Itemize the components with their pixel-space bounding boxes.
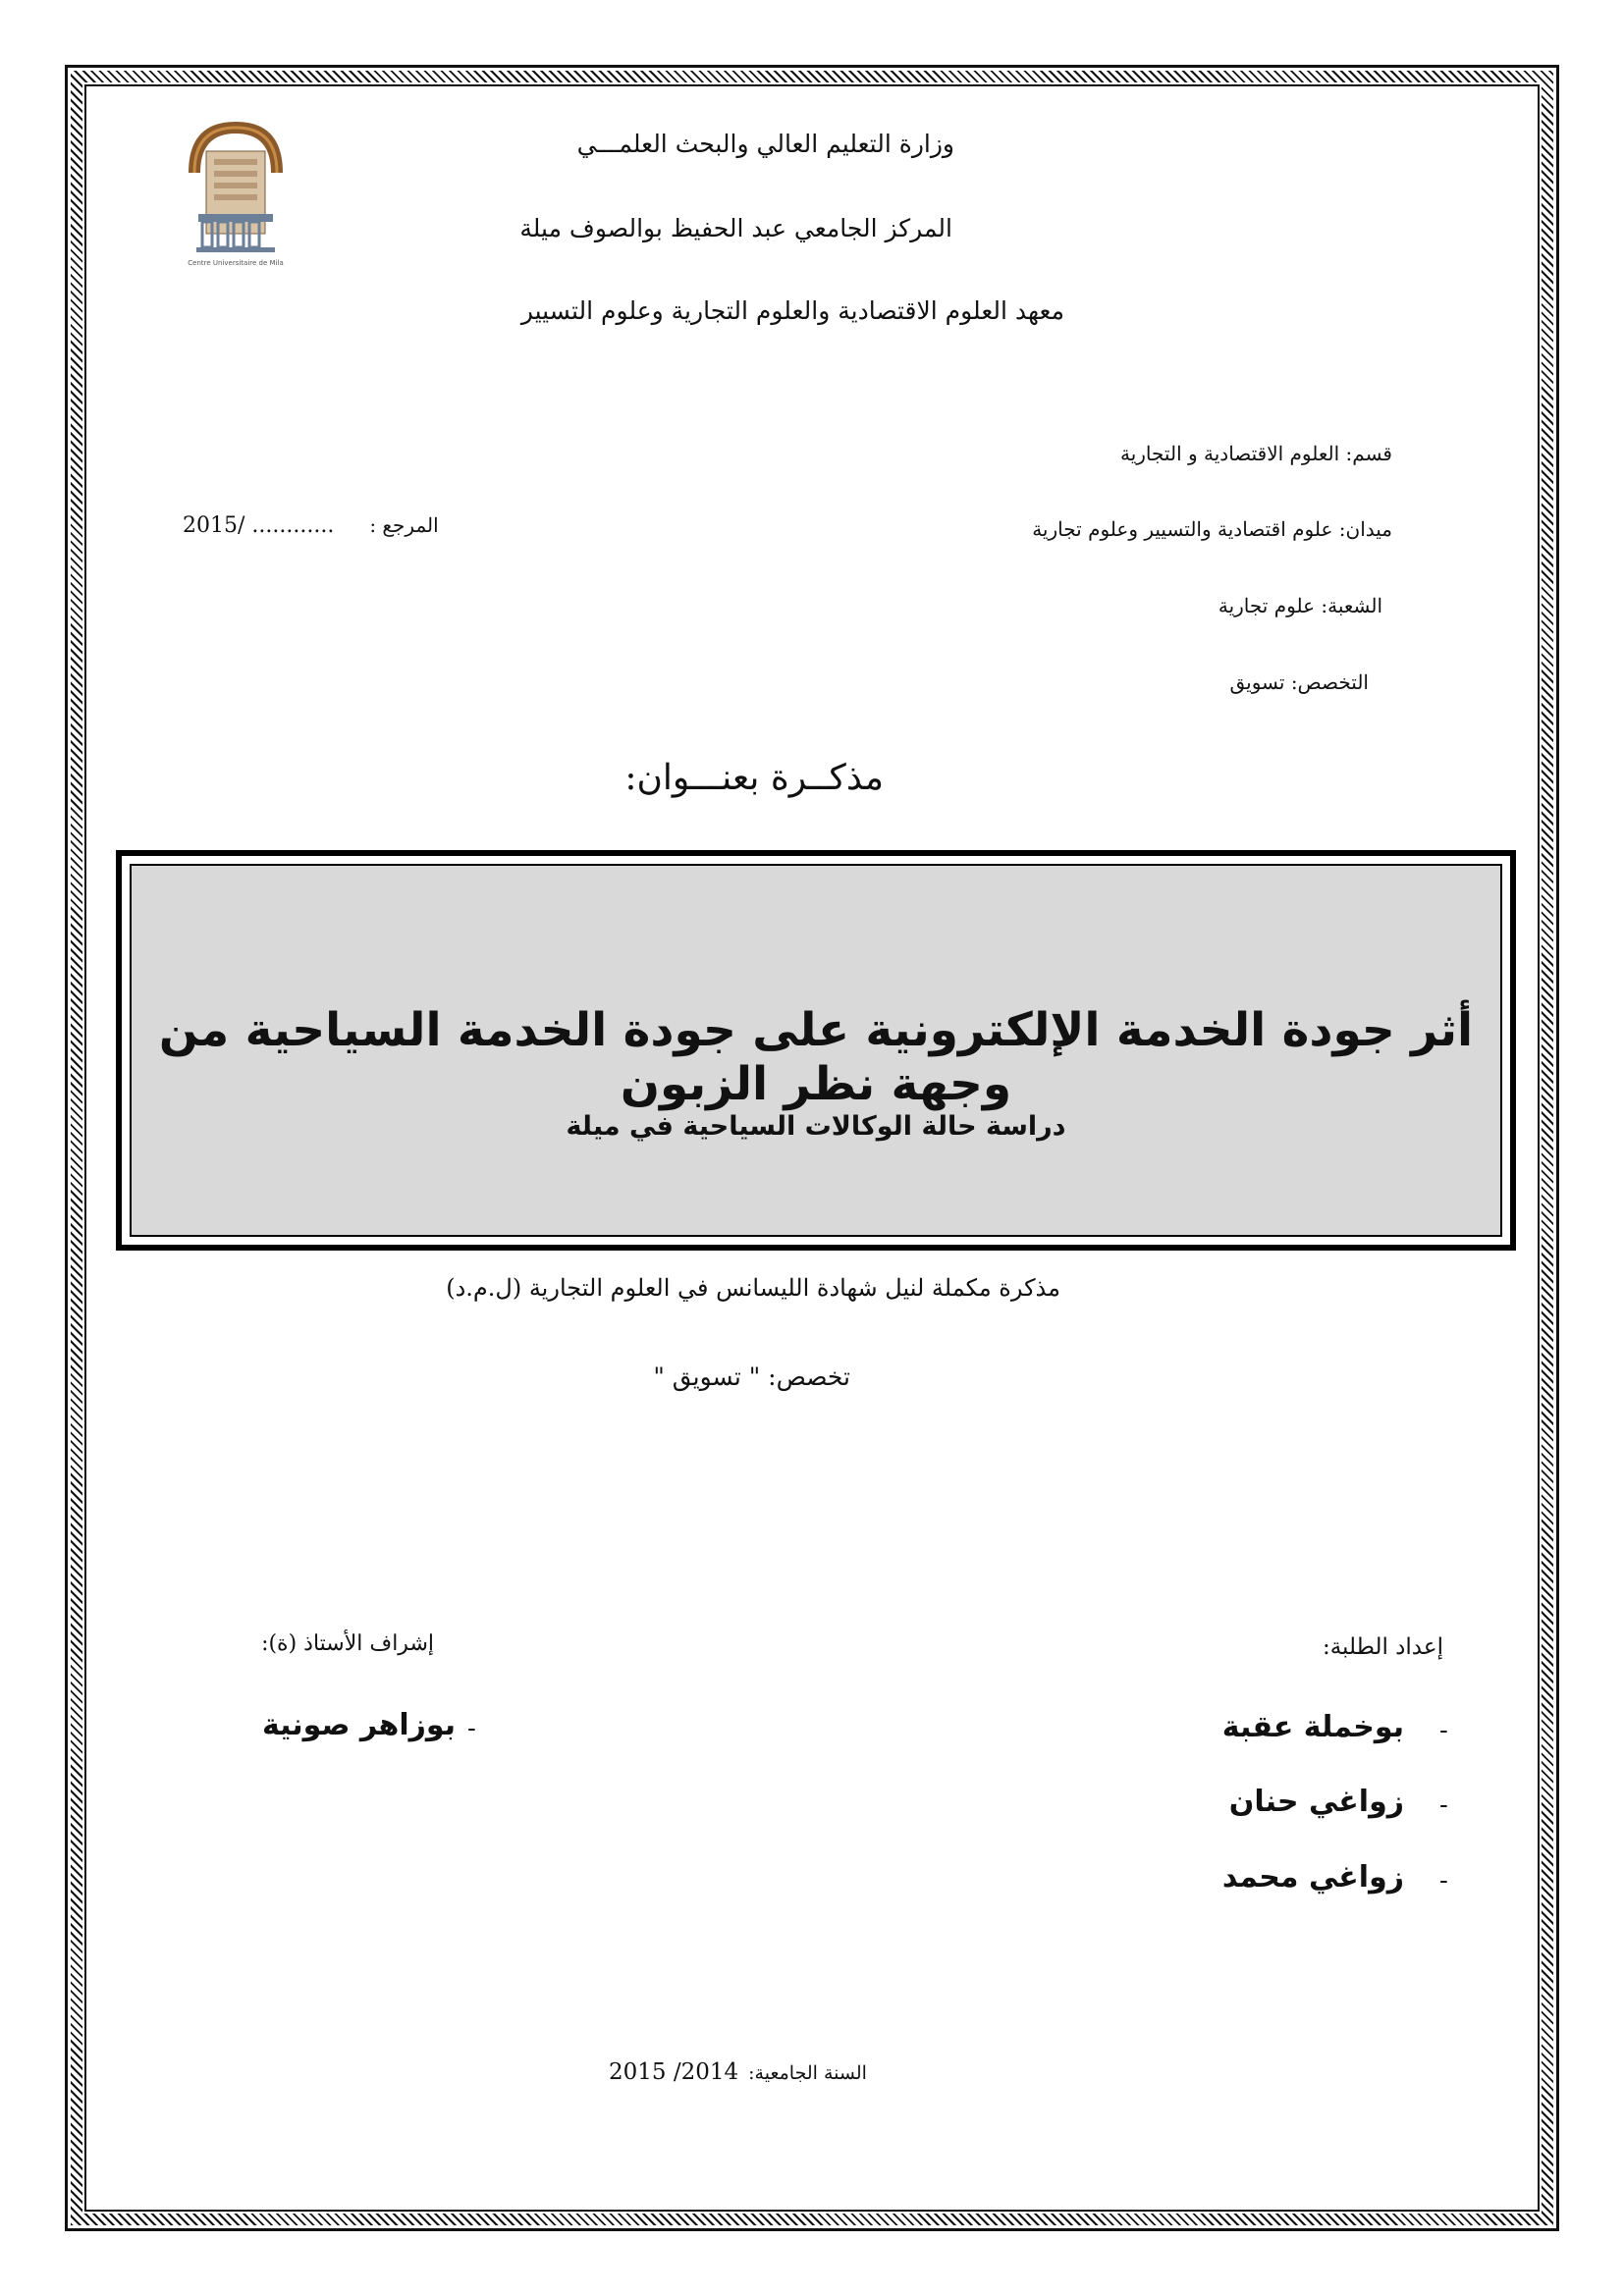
supervisor-label: إشراف الأستاذ (ة): <box>261 1631 434 1656</box>
bullet-dash: - <box>1439 1716 1448 1745</box>
bullet-dash: - <box>1439 1866 1448 1896</box>
thesis-subtitle: دراسة حالة الوكالات السياحية في ميلة <box>566 1111 1066 1142</box>
thesis-title: أثر جودة الخدمة الإلكترونية على جودة الخدمة السياحية من وجهة نظر الزبون <box>158 1003 1474 1111</box>
field-line: ميدان: علوم اقتصادية والتسيير وعلوم تجارية <box>1032 517 1392 541</box>
memo-heading: مذكــرة بعنـــوان: <box>624 758 884 798</box>
title-box <box>116 850 1516 1251</box>
specialty-note: تخصص: " تسويق " <box>653 1362 850 1391</box>
students-label: إعداد الطلبة: <box>1322 1634 1443 1660</box>
bullet-dash: - <box>1439 1790 1448 1820</box>
ministry-name: وزارة التعليم العالي والبحث العلمـــي <box>576 130 954 158</box>
academic-year-label: السنة الجامعية: <box>748 2062 867 2084</box>
academic-year <box>609 2059 867 2085</box>
university-logo <box>185 116 287 273</box>
institute-name: معهد العلوم الاقتصادية والعلوم التجارية وعلوم التسيير <box>520 296 1064 325</box>
reference-value: 2015/ ............ <box>183 513 335 538</box>
logo-caption: Centre Universitaire de Mila <box>188 259 284 267</box>
title-box-inner <box>130 864 1502 1237</box>
supervisor-name: بوزاهر صونية <box>261 1708 456 1742</box>
academic-year-value: 2015 /2014 <box>609 2059 739 2085</box>
student-name: زواغي محمد <box>1221 1860 1404 1895</box>
bullet-dash: - <box>467 1714 476 1743</box>
university-name: المركز الجامعي عبد الحفيظ بوالصوف ميلة <box>519 214 952 242</box>
student-name: بوخملة عقبة <box>1221 1710 1404 1744</box>
student-name: زواغي حنان <box>1228 1785 1404 1819</box>
branch-line: الشعبة: علوم تجارية <box>1218 594 1382 617</box>
reference-label: المرجع : <box>369 513 439 537</box>
specialty-line: التخصص: تسويق <box>1229 670 1369 694</box>
department-line: قسم: العلوم الاقتصادية و التجارية <box>1119 442 1392 465</box>
degree-note: مذكرة مكملة لنيل شهادة الليسانس في العلوم التجارية (ل.م.د) <box>446 1274 1060 1302</box>
reference-line <box>183 513 439 538</box>
